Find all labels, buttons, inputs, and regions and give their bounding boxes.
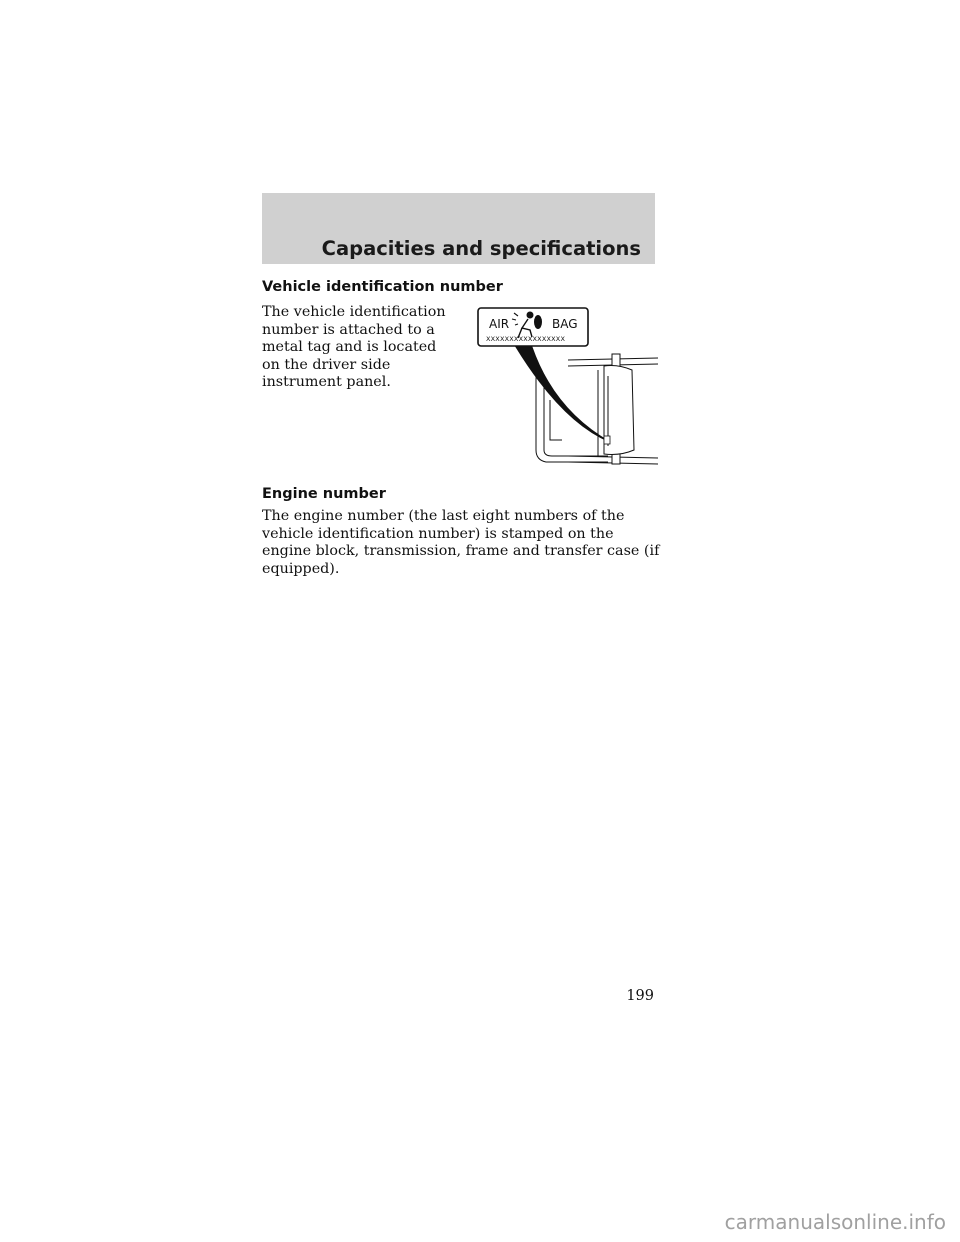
location-pointer — [516, 347, 610, 442]
airbag-label-left: AIR — [489, 317, 510, 331]
section-header — [262, 193, 655, 264]
vin-location-figure — [458, 300, 658, 470]
vin-location-illustration — [458, 300, 658, 470]
vehicle-outline — [536, 354, 658, 464]
section-title: Capacities and specifications — [321, 237, 641, 260]
engine-heading: Engine number — [262, 486, 386, 502]
vin-heading: Vehicle identification number — [262, 279, 503, 295]
vin-paragraph: The vehicle identification number is attached to a metal tag and is located on the driver side instrument panel. — [262, 304, 446, 391]
page-number: 199 — [626, 988, 654, 1004]
engine-paragraph: The engine number (the last eight numbers of the vehicle identification number) is stamped on the engine block, transmission, frame and transfer case (if equipped). — [262, 508, 660, 577]
airbag-label-right: BAG — [552, 317, 578, 331]
watermark: carmanualsonline.info — [724, 1210, 946, 1234]
vin-placeholder-text: XXXXXXXXXXXXXXXXX — [486, 335, 566, 343]
